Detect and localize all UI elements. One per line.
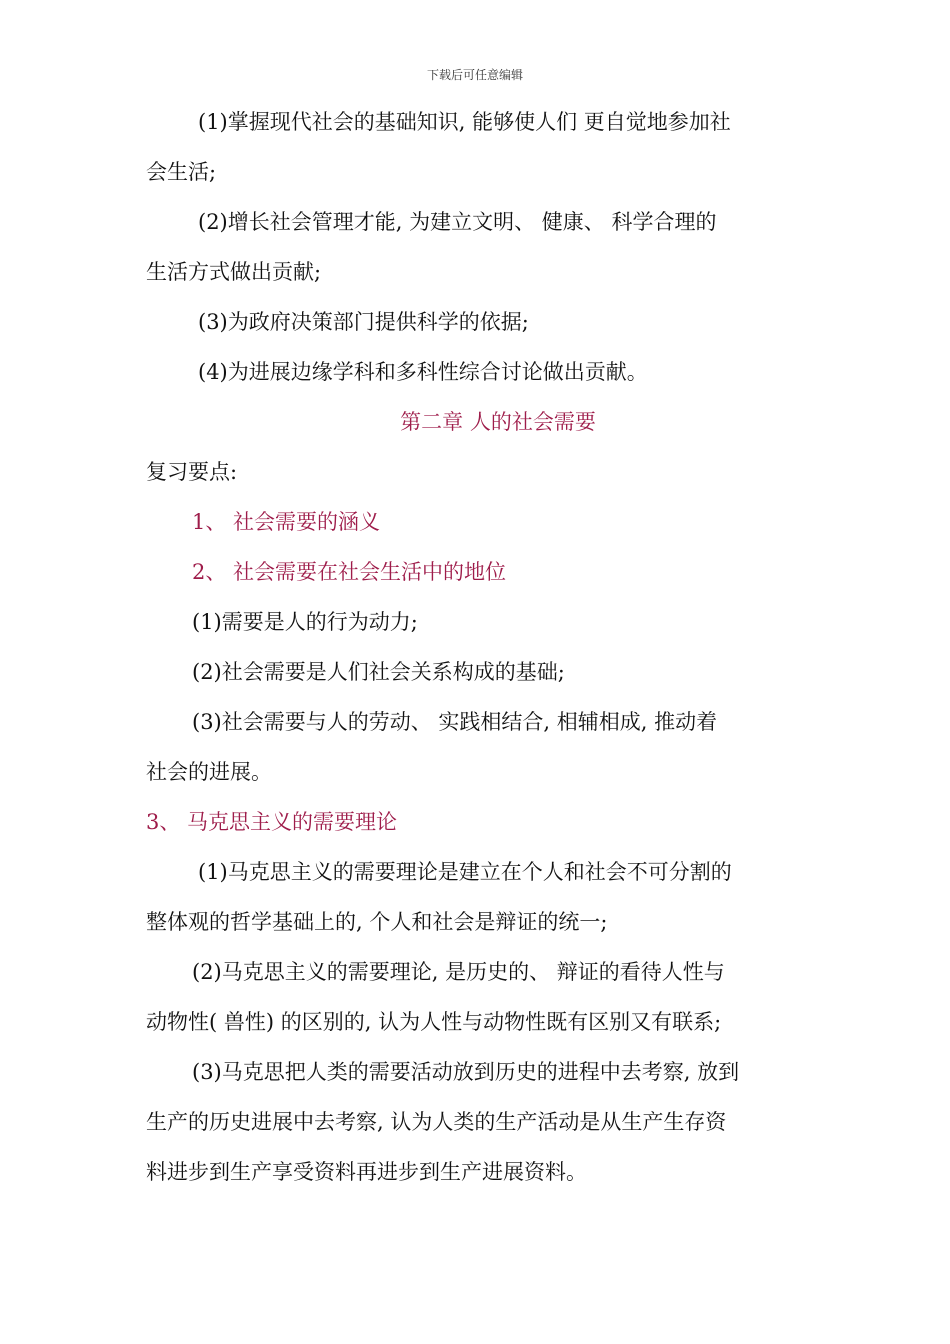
list-heading: 1、 社会需要的涵义 [192, 510, 381, 534]
paragraph-line: (3)社会需要与人的劳动、 实践相结合, 相辅相成, 推动着 [192, 710, 718, 734]
chapter-title: 第二章 人的社会需要 [400, 410, 596, 434]
list-heading: 2、 社会需要在社会生活中的地位 [192, 560, 507, 584]
paragraph-line: 生活方式做出贡献; [146, 260, 322, 284]
document-body [146, 110, 810, 1210]
paragraph-line: (1)需要是人的行为动力; [192, 610, 418, 634]
paragraph-line: 生产的历史进展中去考察, 认为人类的生产活动是从生产生存资 [146, 1110, 727, 1134]
paragraph-line: (4)为进展边缘学科和多科性综合讨论做出贡献。 [198, 360, 648, 384]
list-heading: 3、 马克思主义的需要理论 [146, 810, 398, 834]
page-header: 下载后可任意编辑 [426, 68, 523, 82]
paragraph-line: (1)马克思主义的需要理论是建立在个人和社会不可分割的 [198, 860, 732, 884]
paragraph-line: (3)为政府决策部门提供科学的依据; [198, 310, 529, 334]
paragraph-line: 会生活; [146, 160, 217, 184]
paragraph-line: (2)社会需要是人们社会关系构成的基础; [192, 660, 565, 684]
paragraph-line: (2)马克思主义的需要理论, 是历史的、 辩证的看待人性与 [192, 960, 725, 984]
paragraph-line: 动物性( 兽性) 的区别的, 认为人性与动物性既有区别又有联系; [146, 1010, 722, 1034]
paragraph-line: (3)马克思把人类的需要活动放到历史的进程中去考察, 放到 [192, 1060, 740, 1084]
paragraph-line: (2)增长社会管理才能, 为建立文明、 健康、 科学合理的 [198, 210, 717, 234]
paragraph-line: 社会的进展。 [146, 760, 272, 784]
section-label: 复习要点: [146, 460, 238, 484]
paragraph-line: 整体观的哲学基础上的, 个人和社会是辩证的统一; [146, 910, 608, 934]
paragraph-line: 料进步到生产享受资料再进步到生产进展资料。 [146, 1160, 587, 1184]
paragraph-line: (1)掌握现代社会的基础知识, 能够使人们 更自觉地参加社 [198, 110, 731, 134]
